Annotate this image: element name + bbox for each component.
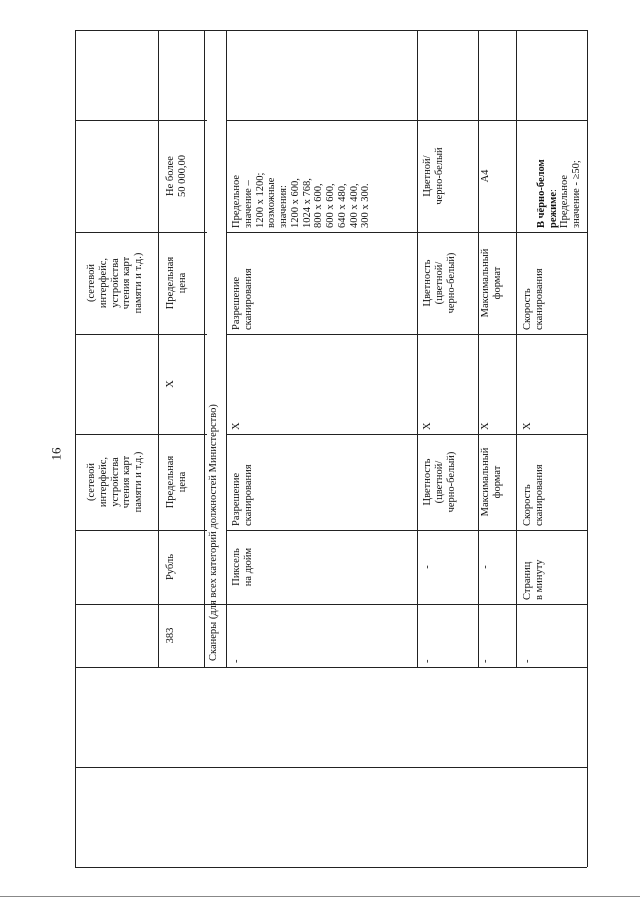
row-rule (75, 30, 587, 31)
cell-value (524, 120, 584, 232)
cell-code: - (422, 659, 433, 663)
cell-name: Цветность (цветной/ черно-белый) (422, 451, 457, 513)
cell-name: (сетевой интерфейс, устройства чтения карт памяти и т.д.) (86, 252, 144, 314)
cell-unit: Пиксель на дюйм (231, 547, 254, 587)
cell-x: X (522, 422, 533, 430)
cell-value: A4 (480, 169, 491, 183)
cell-name: Скорость сканирования (522, 464, 545, 526)
cell-name: Разрешение сканирования (231, 464, 254, 526)
cell-unit: Рубль (165, 553, 176, 581)
cell-code: - (480, 659, 491, 663)
cell-value: Цветной/ черно-белый (422, 147, 445, 205)
cell-x: X (231, 422, 242, 430)
cell-value: Не более 50 000,00 (165, 155, 188, 197)
col-rule (75, 30, 76, 867)
value-rest: : Предельное значение - ≥50; (547, 160, 582, 228)
cell-name: Разрешение сканирования (231, 268, 254, 330)
cell-code: 383 (165, 627, 176, 644)
section-header: Сканеры (для всех категорий должностей Министерство) (208, 404, 219, 661)
col-rule (587, 30, 588, 867)
cell-name: Цветность (цветной/ черно-белый) (422, 252, 457, 314)
cell-name: Максимальный формат (480, 447, 503, 517)
cell-unit: - (422, 565, 433, 569)
col-rule (478, 30, 479, 667)
row-rule (75, 867, 587, 868)
cell-name: (сетевой интерфейс, устройства чтения карт памяти и т.д.) (86, 451, 144, 513)
cell-name: Предельная цена (165, 256, 188, 310)
cell-x: X (422, 422, 433, 430)
cell-value: Предельное значение – 1200 х 1200; возможные значения: 1200 х 600, 1024 х 768, 800 х 600, 600 х 600, 640 х 480, 400 х 400, 300 х 300. (231, 172, 372, 228)
col-rule (417, 30, 418, 667)
row-rule (75, 667, 587, 668)
cell-x: X (165, 380, 176, 388)
col-rule (226, 30, 227, 667)
cell-name: Скорость сканирования (522, 268, 545, 330)
cell-code: - (231, 659, 242, 663)
cell-name: Максимальный формат (480, 248, 503, 318)
cell-unit: - (480, 565, 491, 569)
col-rule (204, 30, 205, 667)
row-rule (75, 767, 587, 768)
cell-code: - (522, 659, 533, 663)
value-bold: В чёрно-белом режиме (535, 159, 559, 228)
cell-x: X (480, 422, 491, 430)
col-rule (158, 30, 159, 667)
page-bottom-rule (0, 896, 640, 897)
col-rule (516, 30, 517, 667)
cell-name: Предельная цена (165, 455, 188, 509)
page-number: 16 (48, 447, 64, 461)
cell-unit: Страниц в минуту (522, 559, 545, 600)
